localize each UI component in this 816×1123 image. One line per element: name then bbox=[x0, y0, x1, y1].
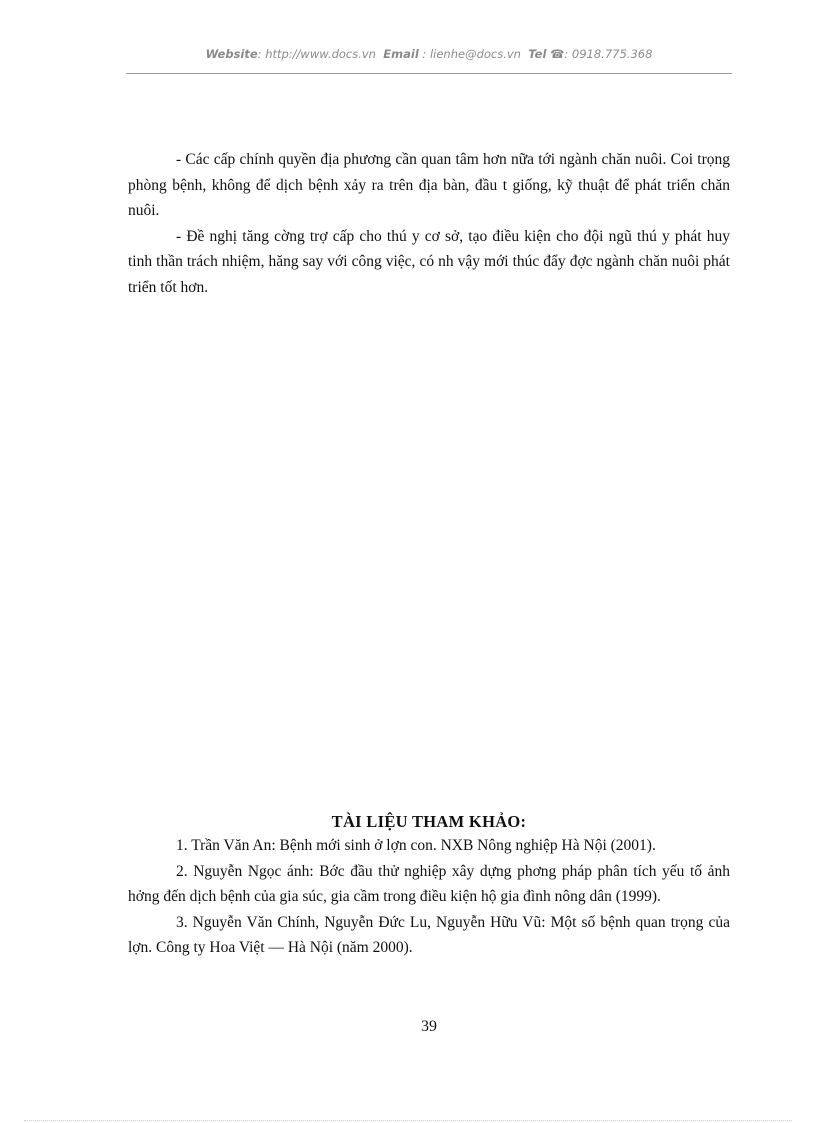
website-value: : http://www.docs.vn bbox=[257, 47, 376, 61]
recommendations-section bbox=[128, 147, 730, 300]
tel-value: : 0918.775.368 bbox=[564, 47, 653, 61]
reference-item-3: 3. Nguyễn Văn Chính, Nguyễn Đức Lu, Nguyễn Hữu Vũ: Một số bệnh quan trọng của lợn. Công ty Hoa Việt — Hà Nội (năm 2000). bbox=[128, 913, 730, 956]
recommendation-paragraph-2: - Đề nghị tăng cờng trợ cấp cho thú y cơ sở, tạo điều kiện cho đội ngũ thú y phát huy tinh thần trách nhiệm, hăng say với công việc, có nh vậy mới thúc đẩy đợc ngành chăn nuôi phát triển tốt hơn. bbox=[128, 227, 730, 296]
phone-icon: ☎ bbox=[550, 47, 565, 61]
page-bottom-border bbox=[24, 1120, 792, 1121]
page-header bbox=[126, 47, 732, 61]
references-title: TÀI LIỆU THAM KHẢO: bbox=[331, 812, 527, 831]
recommendation-paragraph-1: - Các cấp chính quyền địa phương cần quan tâm hơn nữa tới ngành chăn nuôi. Coi trọng phòng bệnh, không để dịch bệnh xảy ra trên địa bàn, đầu t giống, kỹ thuật để phát triển chăn nuôi. bbox=[128, 151, 730, 219]
page-number: 39 bbox=[421, 1018, 437, 1035]
header-divider bbox=[126, 73, 732, 74]
email-value: : lienhe@docs.vn bbox=[422, 47, 521, 61]
references-list bbox=[128, 833, 730, 961]
email-label: Email bbox=[383, 47, 419, 61]
website-label: Website bbox=[205, 47, 258, 61]
reference-item-1: 1. Trần Văn An: Bệnh mới sinh ở lợn con. NXB Nông nghiệp Hà Nội (2001). bbox=[176, 837, 656, 854]
reference-item-2: 2. Nguyễn Ngọc ánh: Bớc đầu thử nghiệp xây dựng phơng pháp phân tích yếu tố ảnh hởng đến dịch bệnh của gia súc, gia cầm trong điều kiện hộ gia đình nông dân (1999). bbox=[128, 862, 730, 905]
tel-label: Tel bbox=[528, 47, 547, 61]
